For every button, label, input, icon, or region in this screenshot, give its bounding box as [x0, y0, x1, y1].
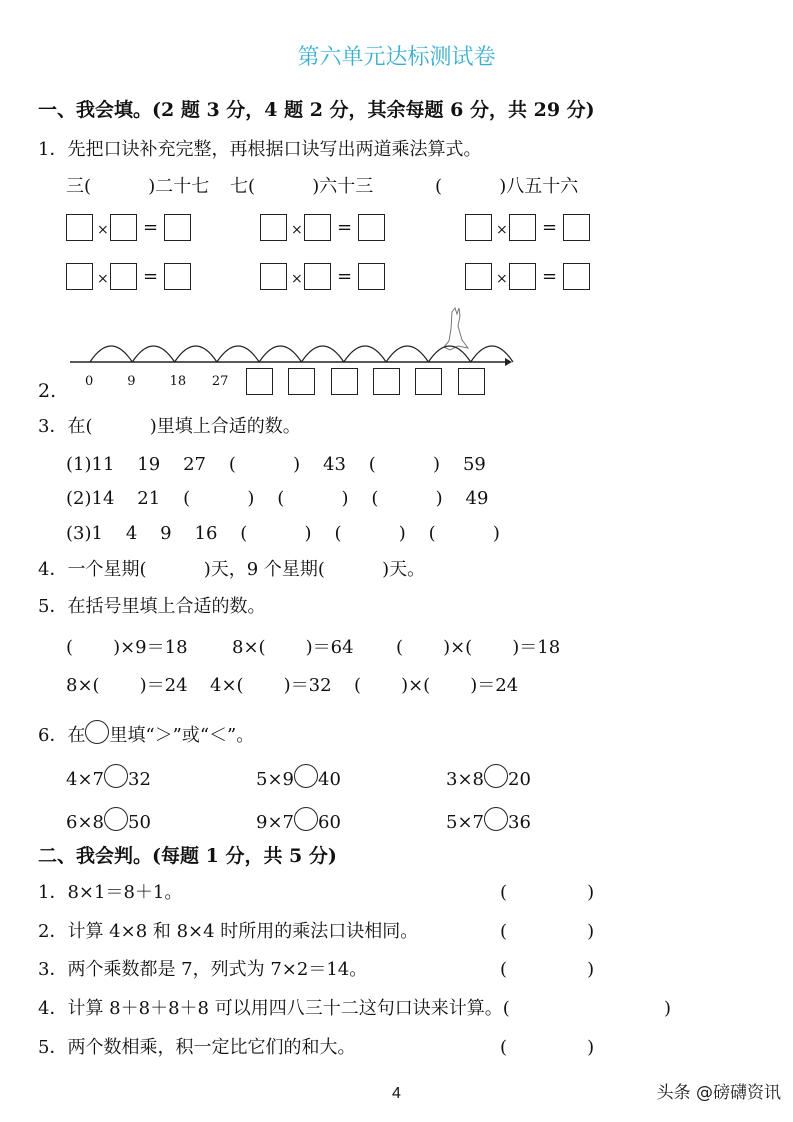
answer-box[interactable]	[358, 263, 385, 290]
answer-box[interactable]	[465, 214, 492, 241]
compare-item[interactable]	[446, 764, 531, 791]
answer-box[interactable]	[164, 263, 191, 290]
jump-arc	[132, 346, 174, 362]
compare-left: 9×7	[256, 812, 294, 833]
equals-sign: =	[337, 217, 353, 238]
watermark: 头条 @磅礴资讯	[656, 1083, 781, 1103]
q5-r1-c[interactable]: ( )×( )＝18	[396, 637, 561, 658]
q2-label: 2.	[38, 380, 57, 402]
equals-sign: =	[542, 217, 558, 238]
kangaroo-icon	[444, 308, 468, 350]
rhyme-1: 三( )二十七	[66, 176, 210, 197]
compare-right: 32	[128, 769, 151, 790]
compare-circle[interactable]	[294, 764, 318, 788]
answer-box[interactable]	[563, 263, 590, 290]
answer-box[interactable]	[110, 214, 137, 241]
jump-arc	[259, 346, 301, 362]
jump-arc	[386, 346, 428, 362]
number-line-answer-box[interactable]	[415, 368, 442, 395]
worksheet-title: 第六单元达标测试卷	[297, 45, 496, 70]
q1-prompt: 1．先把口诀补充完整，再根据口诀写出两道乘法算式。	[38, 139, 482, 160]
q6-prompt-a: 6．在	[38, 725, 86, 746]
compare-item[interactable]	[256, 807, 341, 834]
q5-r2-a[interactable]: 8×( )＝24	[66, 675, 188, 696]
q6-prompt-b: 里填“＞”或“＜”。	[109, 725, 255, 746]
jump-arc	[90, 346, 132, 362]
compare-item[interactable]	[446, 807, 531, 834]
compare-right: 60	[318, 812, 341, 833]
number-line-answer-box[interactable]	[458, 368, 485, 395]
times-sign: ×	[97, 222, 109, 238]
section1-header: 一、我会填。(2 题 3 分，4 题 2 分，其余每题 6 分，共 29 分)	[38, 99, 595, 121]
equals-sign: =	[143, 266, 159, 287]
compare-circle[interactable]	[104, 807, 128, 831]
q5-r2-b[interactable]: 4×( )＝32	[210, 675, 332, 696]
judge-paren[interactable]: ( )	[500, 1037, 595, 1058]
compare-item[interactable]	[256, 764, 341, 791]
answer-box[interactable]	[509, 263, 536, 290]
q5-r1-b[interactable]: 8×( )＝64	[232, 637, 354, 658]
q3-row-3[interactable]: (3)1 4 9 16 ( ) ( ) ( )	[66, 523, 500, 544]
answer-box[interactable]	[260, 214, 287, 241]
jump-arc	[175, 346, 217, 362]
compare-right: 36	[508, 812, 531, 833]
q5-r2-c[interactable]: ( )×( )＝24	[354, 675, 519, 696]
answer-box[interactable]	[66, 214, 93, 241]
answer-box[interactable]	[164, 214, 191, 241]
answer-box[interactable]	[563, 214, 590, 241]
compare-left: 3×8	[446, 769, 484, 790]
rhyme-3: ( )八五十六	[435, 176, 579, 197]
judge-item: 5．两个数相乘，积一定比它们的和大。	[38, 1037, 356, 1058]
q3-row-2[interactable]: (2)14 21 ( ) ( ) ( ) 49	[66, 488, 489, 509]
number-line-answer-box[interactable]	[246, 368, 273, 395]
jump-arc	[344, 346, 386, 362]
answer-box[interactable]	[304, 263, 331, 290]
times-sign: ×	[496, 222, 508, 238]
judge-item: 4．计算 8＋8＋8＋8 可以用四八三十二这句口诀来计算。(	[38, 998, 510, 1019]
tick-label: 18	[169, 374, 187, 389]
equals-sign: =	[542, 266, 558, 287]
answer-box[interactable]	[66, 263, 93, 290]
judge-paren[interactable]: ( )	[500, 959, 595, 980]
q6-prompt	[38, 720, 254, 747]
compare-item[interactable]	[66, 764, 151, 791]
judge-paren[interactable]: )	[664, 998, 672, 1019]
number-line-answer-box[interactable]	[373, 368, 400, 395]
jump-arc	[302, 346, 344, 362]
number-line-answer-box[interactable]	[331, 368, 358, 395]
answer-box[interactable]	[358, 214, 385, 241]
q3-prompt: 3．在( )里填上合适的数。	[38, 416, 301, 437]
equals-sign: =	[143, 217, 159, 238]
answer-box[interactable]	[110, 263, 137, 290]
compare-right: 50	[128, 812, 151, 833]
judge-item: 2．计算 4×8 和 8×4 时所用的乘法口诀相同。	[38, 921, 419, 942]
page-number: 4	[392, 1085, 401, 1102]
judge-item: 3．两个乘数都是 7，列式为 7×2＝14。	[38, 959, 368, 980]
tick-label: 9	[127, 374, 136, 389]
compare-left: 5×7	[446, 812, 484, 833]
compare-circle[interactable]	[104, 764, 128, 788]
number-line-answer-box[interactable]	[288, 368, 315, 395]
answer-box[interactable]	[509, 214, 536, 241]
q4[interactable]: 4．一个星期( )天，9 个星期( )天。	[38, 559, 426, 580]
compare-item[interactable]	[66, 807, 151, 834]
answer-box[interactable]	[260, 263, 287, 290]
compare-right: 40	[318, 769, 341, 790]
judge-paren[interactable]: ( )	[500, 921, 595, 942]
times-sign: ×	[291, 271, 303, 287]
q5-r1-a[interactable]: ( )×9＝18	[66, 637, 188, 658]
circle-icon	[85, 720, 109, 744]
equals-sign: =	[337, 266, 353, 287]
q5-prompt: 5．在括号里填上合适的数。	[38, 596, 266, 617]
compare-right: 20	[508, 769, 531, 790]
times-sign: ×	[97, 271, 109, 287]
compare-circle[interactable]	[484, 764, 508, 788]
answer-box[interactable]	[465, 263, 492, 290]
times-sign: ×	[496, 271, 508, 287]
rhyme-2: 七( )六十三	[230, 176, 374, 197]
judge-paren[interactable]: ( )	[500, 882, 595, 903]
compare-left: 5×9	[256, 769, 294, 790]
answer-box[interactable]	[304, 214, 331, 241]
compare-left: 6×8	[66, 812, 104, 833]
tick-label: 0	[85, 374, 94, 389]
compare-circle[interactable]	[294, 807, 318, 831]
tick-label: 27	[211, 374, 229, 389]
compare-circle[interactable]	[484, 807, 508, 831]
jump-arc	[217, 346, 259, 362]
times-sign: ×	[291, 222, 303, 238]
q3-row-1[interactable]: (1)11 19 27 ( ) 43 ( ) 59	[66, 454, 486, 475]
jump-arc	[428, 346, 470, 362]
compare-left: 4×7	[66, 769, 104, 790]
judge-item: 1．8×1＝8＋1。	[38, 882, 183, 903]
section2-header: 二、我会判。(每题 1 分，共 5 分)	[38, 845, 337, 867]
